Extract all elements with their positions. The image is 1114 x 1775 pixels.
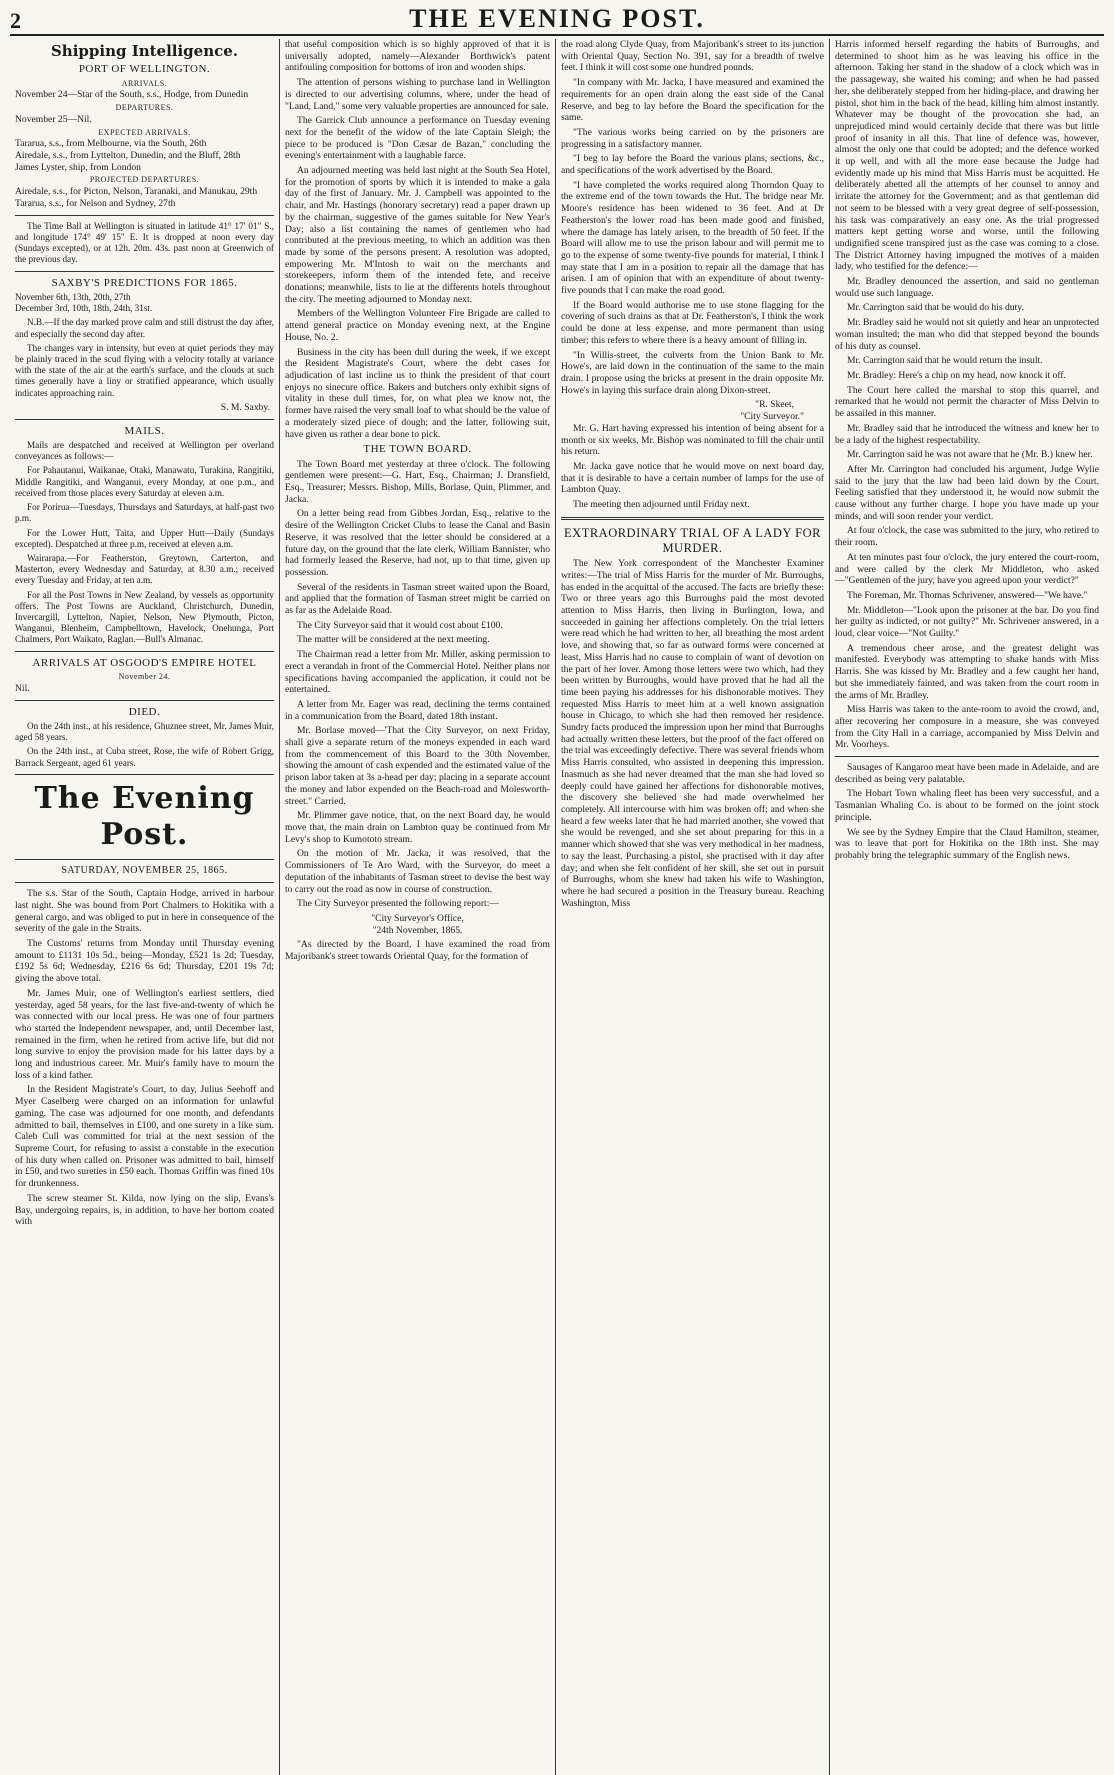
news-paragraph: "I beg to lay before the Board the various plans, sections, &c., and specifications of the work advertised by the Board. (561, 153, 824, 177)
news-paragraph: Members of the Wellington Volunteer Fire Brigade are called to attend general practice on Monday evening next, at the Engine House, No. 2. (285, 308, 550, 343)
divider (835, 756, 1099, 757)
news-paragraph: Mr. Middleton—"Look upon the prisoner at the bar. Do you find her guilty as indicted, or not guilty?" Mr. Schrivener answered, in a loud, clear voice—"Not Guilty." (835, 604, 1099, 640)
report-heading: "City Surveyor's Office, (371, 912, 464, 924)
news-paragraph: Business in the city has been dull during the week, if we except the Resident Magistrate's Court, where the debt cases for adjudication of last incline us to think the president of that court enjoys no sinecure office. Bakers and butchers only exhibit signs of vitality in these dull times, for, on what plea we know not, the former have raised the very small loaf to what should be the value of a moderately sized piece of dough; and the latter, following suit, have given us rather a dear bone to pick. (285, 346, 550, 440)
news-paragraph: Mr. Jacka gave notice that he would move on next board day, that it is desirable to have a certain number of lamps for the use of Lambton Quay. (561, 460, 824, 496)
expected-label: EXPECTED ARRIVALS. (98, 127, 191, 137)
town-board-heading: THE TOWN BOARD. (363, 443, 472, 456)
news-paragraph: Mr. G. Hart having expressed his intention of being absent for a month or six weeks, Mr. Bishop was nominated to fill the chair until his return. (561, 422, 824, 458)
projected-entry: Tararua, s.s., for Nelson and Sydney, 27th (15, 197, 176, 209)
news-paragraph: Mr. Carrington said he was not aware that he (Mr. B.) knew her. (847, 449, 1093, 461)
news-paragraph: "I have completed the works required along Thorndon Quay to the extreme end of the town towards the Hut. The bridge near Mr. Moore's residence has been widened to 36 feet. And at Dr Featherston's the lower road has been made good and finished, where the damage has lately arisen, to the breadth of 50 feet. If the Board will allow me to use the prison labour and will permit me to go to the expense of some twenty-five pounds for material, I think I may state that I am in a position to repair all the damage that has arisen. I am of opinion that with an expenditure of about twenty-five pounds that I can make the road good. (561, 179, 824, 297)
news-paragraph: Mr. James Muir, one of Wellington's earliest settlers, died yesterday, aged 58 years, for the last five-and-twenty of which he was connected with our local press. He was one of four partners who started the Independent newspaper, and, until December last, remained in the firm, when he retired from active life, but did not long survive to enjoy the provision made for his latter days by a long and industrious career. Mr. Muir's family have to mourn the loss of a kind father. (15, 987, 274, 1081)
column-2 (280, 39, 556, 1775)
port-heading: PORT OF WELLINGTON. (78, 63, 211, 76)
news-paragraph: Sausages of Kangaroo meat have been made in Adelaide, and are described as being very palatable. (835, 762, 1099, 785)
death-notice: On the 24th inst., at his residence, Ghuznee street, Mr. James Muir, aged 58 years. (15, 720, 274, 743)
mails-item: For the Lower Hutt, Taita, and Upper Hutt—Daily (Sundays excepted). Despatched at three p.m, received at eleven a.m. (15, 527, 274, 549)
column-4 (830, 39, 1104, 1775)
news-paragraph: Several of the residents in Tasman street waited upon the Board, and applied that the formation of Tasman street might be carried on as far as the Adelaide Road. (285, 581, 550, 617)
news-paragraph: The Hobart Town whaling fleet has been very successful, and a Tasmanian Whaling Co. is about to be formed on the joint stock principle. (835, 788, 1099, 823)
news-paragraph: In the Resident Magistrate's Court, to day, Julius Seehoff and Myer Caselberg were charged on an information for unlawful gaming. The case was adjourned for one month, and defendants admitted to bail, themselves in £100, and one surety in a like sum. Caleb Cull was committed for trial at the next session of the Supreme Court, for refusing to assist a constable in the execution of his duty when called on. Prisoner was admitted to bail, himself in £50, and two sureties in £50 each. Thomas Griffin was fined 10s for drunkenness. (15, 1084, 274, 1190)
departures-label: DEPARTURES. (115, 103, 174, 113)
news-paragraph: The Town Board met yesterday at three o'clock. The following gentlemen were present:—G. Hart, Esq., Chairman; J. Dransfield, Esq., Treasurer; Messrs. Bishop, Mills, Borlase, Quin, Plimmer, and Jacka. (285, 458, 550, 505)
news-paragraph: The Chairman read a letter from Mr. Miller, asking permission to erect a verandah in front of the Commercial Hotel. Neither plans nor specifications having accompanied the application, it could not be entertained. (285, 649, 550, 696)
news-paragraph: At four o'clock, the case was submitted to the jury, who retired to their room. (835, 525, 1099, 549)
news-paragraph: The meeting then adjourned until Friday next. (573, 499, 750, 511)
surveyor-signature: "R. Skeet, (755, 399, 794, 411)
mails-item: For all the Post Towns in New Zealand, by vessels as opportunity offers. The Post Towns are Auckland, Christchurch, Dunedin, Invercargill, Lyttelton, Napier, Nelson, New Plymouth, Picton, Wanganui, Blenheim, Campbelltown, Havelock, Onehunga, Port Chalmers, Port Waikato, Raglan.—Bull's Almanac. (15, 589, 274, 645)
news-paragraph: The screw steamer St. Kilda, now lying on the slip, Evans's Bay, undergoing repairs, is, in addition, to have her bottom coated with (15, 1192, 274, 1228)
news-paragraph: On a letter being read from Gibbes Jordan, Esq., relative to the desire of the Wellington Cricket Clubs to lease the Canal and Basin Reserve, it was resolved that the letter should be considered at a future day, on the ground that the late clerk, William Bannister, who had formerly leased the Reserve, had not, up to that time, given up possession. (285, 508, 550, 578)
divider (561, 517, 824, 520)
news-paragraph: The City Surveyor said that it would cost about £100. (297, 619, 503, 631)
divider (15, 859, 274, 860)
news-paragraph: "As directed by the Board, I have examined the road from Majoribank's street towards Oriental Quay, for the formation of (285, 939, 550, 963)
news-paragraph: A letter from Mr. Eager was read, declining the terms contained in a communication from the Board, dated 18th instant. (285, 698, 550, 722)
news-paragraph: that useful composition which is so highly approved of that it is universally adopted, namely—Alexander Borthwick's patent antifouling composition for bottoms of iron and wooden ships. (285, 39, 550, 74)
news-paragraph: The s.s. Star of the South, Captain Hodge, arrived in harbour last night. She was bound from Port Chalmers to Hokitika with a general cargo, and was obliged to put in here in consequence of the severity of the gale in the Straits. (15, 888, 274, 935)
news-paragraph: Mr. Plimmer gave notice, that, on the next Board day, he would move that, the main drain on Lambton quay be continued from Mr Levy's shop to Kumototo stream. (285, 810, 550, 845)
news-paragraph: The attention of persons wishing to purchase land in Wellington is directed to our advertising columns, where, under the head of "Land, Land," some very valuable properties are announced for sale. (285, 77, 550, 112)
mails-item: For Porirua—Tuesdays, Thursdays and Saturdays, at half-past two p.m. (15, 502, 274, 524)
news-paragraph: Mr. Bradley: Here's a chip on my head, now knock it off. (847, 369, 1066, 381)
departure-entry: November 25—Nil. (15, 113, 92, 125)
expected-entry: Tararua, s.s., from Melbourne, via the South, 26th (15, 138, 207, 150)
news-paragraph: The New York correspondent of the Manchester Examiner writes:—The trial of Miss Harris for the murder of Mr. Burroughs, has ended in the acquittal of the accused. The facts are briefly these: Two or three years ago this Burroughs paid the most devoted attention to Miss Harris, then living in Burlington, Iowa, and succeeded in gaining her affections completely. On the trial letters were read which he had written to her, all breathing the most ardent love, and showing that, so far as outward forms were concerned at least, Miss Harris had no cause to complain of want of devotion on the part of her lover. Among those letters were two which, had they been written by Burroughs, would have proved that he had all the time been paying his addresses for his dishonorable motives. They requested Miss Harris to meet him at a well known assignation house in Chicago, to which she had then removed her residence. Sundry facts produced the impression upon her mind that Burroughs had actually written these letters, but the proof of the fact offered on the trial was exceedingly defective. There was several friends whom Miss Harris consulted, who assisted in deepening this impression. Inasmuch as she had never dreamed that the man she had loved so deeply could have gained her affections for dishonorable motives, the discovery she believed she had made overwhelmed her completely. All intercourse with him was broken off; and when she heard a few weeks later that he had married another, she vowed that she would be revenged, and she set about preparing for this in a manner which showed that she was very methodical in her madness, to say the least. Purchasing a pistol, she practised with it day after day; and when she felt confident of her skill, she set out in pursuit of Burroughs, whom she knew had taken his wife to Washington, where he had secured a position in the Treasury bureau. Reaching Washington, Miss (561, 558, 824, 909)
news-paragraph: The City Surveyor presented the following report:— (297, 898, 499, 910)
report-date: "24th November, 1865. (372, 924, 463, 936)
osgood-body: Nil. (15, 682, 30, 694)
died-heading: DIED. (128, 705, 161, 718)
news-paragraph: The matter will be considered at the next meeting. (297, 634, 490, 646)
arrivals-label: ARRIVALS. (121, 78, 168, 88)
mails-item: Wairarapa.—For Featherston, Greytown, Carterton, and Masterton, every Wednesday and Saturday, at 8.30 a.m.; received every Tuesday and Friday, at ten a.m. (15, 552, 274, 586)
news-paragraph: the road along Clyde Quay, from Majoribank's street to its junction with Oriental Quay, Section No. 391, say for a breadth of twelve feet. I think it will cost some one hundred pounds. (561, 39, 824, 74)
divider (15, 774, 274, 775)
death-notice: On the 24th inst., at Cuba street, Rose, the wife of Robert Grigg, Barrack Sergeant, aged 61 years. (15, 746, 274, 768)
column-1 (10, 39, 280, 1775)
news-paragraph: Mr. Carrington said that he would do his duty. (847, 302, 1024, 314)
news-paragraph: The Court here called the marshal to stop this quarrel, and remarked that he would not permit the character of Miss Delvin to be assailed in this manner. (835, 384, 1099, 420)
paper-title: The Evening Post. (34, 780, 255, 853)
news-paragraph: "The various works being carried on by the prisoners are progressing in a satisfactory manner. (561, 126, 824, 150)
shipping-heading: Shipping Intelligence. (50, 42, 239, 60)
news-paragraph: We see by the Sydney Empire that the Claud Hamilton, steamer, was to leave that port for Hokitika on the 18th inst. She may probably bring the telegraphic summary of the English news. (835, 826, 1099, 861)
divider (15, 419, 274, 420)
mails-intro: Mails are despatched and received at Wellington per overland conveyances as follows:— (15, 439, 274, 462)
news-paragraph: Mr. Bradley said he would not sit quietly and hear an unprotected woman insulted; the man who did that stepped beyond the bounds of his duty as counsel. (835, 317, 1099, 352)
news-paragraph: Harris informed herself regarding the habits of Burroughs, and determined to shoot him as he was leaving his office in the afternoon. Taking her stand in the shadow of a clock which was in the passageway, she waited his coming; and when he had passed her, she deliberately stepped from her hiding-place, and drawing her pistol, shot him in the back of the head, killing him almost instantly. Whatever may be thought of the provocation she had, an unprejudiced mind would certainly decide that there was but little proof of insanity in all this. That line of defence was, however, almost the only one that could be adopted; and the defence worked it up well, and with all the more ease because the Judge had evidently made up his mind that Miss Harris must be acquitted. He deliberately abetted all the attempts of her counsel to annoy and irritate the attorney for the Government; and as that gentleman did not seem to be blessed with a very great degree of self-possession, his task was comparatively an easy one. As the trial progressed matters kept getting worse and worse, until the following undignified scene transpired just as the case was coming to a close. The District Attorney having impugned the motives of a maiden lady, who testified for the defence:— (835, 39, 1099, 273)
osgood-date: November 24. (118, 672, 171, 682)
masthead (10, 4, 1104, 36)
news-paragraph: Miss Harris was taken to the ante-room to avoid the crowd, and, after recovering her composure in a measure, she was conveyed from the City Hall in a carriage, accompanied by Miss Delvin and Mr. Voorheys. (835, 704, 1099, 751)
column-3 (556, 39, 830, 1775)
expected-entry: Airedale, s.s., from Lyttelton, Dunedin, and the Bluff, 28th (15, 150, 241, 162)
divider (15, 700, 274, 701)
osgood-heading: ARRIVALS AT OSGOOD'S EMPIRE HOTEL (32, 656, 257, 669)
divider (15, 651, 274, 652)
saxby-nb: N.B.—If the day marked prove calm and still distrust the day after, and especially the second day after. (15, 317, 274, 339)
projected-label: PROJECTED DEPARTURES. (89, 175, 200, 185)
saxby-dates: November 6th, 13th, 20th, 27th December 3rd, 10th, 18th, 24th, 31st. (15, 291, 153, 314)
trial-heading: EXTRAORDINARY TRIAL OF A LADY FOR MURDER. (564, 525, 821, 555)
saxby-body: The changes vary in intensity, but even at quiet periods they may be plainly traced in the scud flying with a velocity totally at variance with the state of the air at the earth's surface, and the clouds at such times generally have a liny or stratified appearance, which usually indicates approaching rain. (15, 342, 274, 398)
page-number: 2 (10, 8, 21, 33)
dateline: SATURDAY, NOVEMBER 25, 1865. (61, 865, 228, 877)
news-paragraph: At ten minutes past four o'clock, the jury entered the court-room, and were called by the clerk Mr Middleton, who asked—"Gentlemen of the jury, have you agreed upon your verdict?" (835, 551, 1099, 587)
divider (15, 882, 274, 883)
news-paragraph: A tremendous cheer arose, and the greatest delight was manifested. Everybody was attempting to shake hands with Miss Harris. She was kissed by Mr. Bradley and a few caught her hand, but she immediately fainted, and was taken from the court room in the arms of Mr. Bradley. (835, 642, 1099, 701)
news-paragraph: After Mr. Carrington had concluded his argument, Judge Wylie said to the jury that the law had been laid down by the Court. Feeling satisfied that they understood it, he would now submit the cause without any further charge. I hope you have made up your minds, and will soon render your verdict. (835, 463, 1099, 522)
expected-entry: James Lyster, ship, from London (15, 161, 141, 173)
divider (15, 215, 274, 216)
news-paragraph: The Customs' returns from Monday until Thursday evening amount to £1131 10s 5d., being—Monday, £521 1s 2d; Tuesday, £192 5s 6d; Wednesday, £216 6s 6d; Thursday, £201 19s 7d; giving the above total. (15, 938, 274, 985)
news-paragraph: "In Willis-street, the culverts from the Union Bank to Mr. Howe's, are laid down in the continuation of the same to the main drain. I propose using the bricks at present in the drain opposite Mr. Howe's in laying this surface drain along Dixon-street. (561, 349, 824, 396)
projected-entry: Airedale, s.s., for Picton, Nelson, Taranaki, and Manukau, 29th (15, 186, 258, 198)
mails-heading: MAILS. (124, 424, 165, 437)
news-paragraph: On the motion of Mr. Jacka, it was resolved, that the Commissioners of Te Aro Ward, with the Surveyor, do meet a deputation of the inhabitants of Tasman street to devise the best way to carry out the road as now in course of construction. (285, 848, 550, 895)
divider (15, 271, 274, 272)
arrival-entry: November 24—Star of the South, s.s., Hodge, from Dunedin (15, 89, 249, 101)
news-paragraph: The Foreman, Mr. Thomas Schrivener, answered—"We have." (847, 589, 1088, 601)
surveyor-title: "City Surveyor." (740, 411, 804, 423)
news-paragraph: An adjourned meeting was held last night at the South Sea Hotel, for the promotion of sports by which it is intended to make a gala day of the first of January. Mr. J. Campbell was appointed to the chair, and Mr. Hastings (honorary secretary) read a paper drawn up by the chairman, suggestive of the games suitable for New Year's Day; also a list containing the names of gentlemen who had contributed at the previous meeting, to which an addition was then made by some of the persons present. A resolution was adopted, empowering Mr. M'Intosh to wait on the merchants and storekeepers, inform them of the intended fete, and receive donations; meanwhile, lists to lie at the differents hotels throughout the city. The meeting adjourned to Monday next. (285, 165, 550, 305)
news-paragraph: Mr. Borlase moved—'That the City Surveyor, on next Friday, shall give a separate return of the moneys expended in each ward from the commencement of this Board to the 30th November, showing the amount of cash expended and the estimated value of the prison labor taken at 3s a-head per day; placing in a separate account the money and labor expended on the Beach-road and Molesworth-street." Carried. (285, 725, 550, 807)
paper-name: THE EVENING POST. (409, 4, 705, 33)
mails-item: For Pahautanui, Waikanae, Otaki, Manawatu, Turakina, Rangitiki, Middle Rangitiki, and Wanganui, every Monday, at one p.m., and received from those places every Saturday at eleven a.m. (15, 465, 274, 498)
timeball-notice: The Time Ball at Wellington is situated in latitude 41° 17' 01" S., and longitude 174° 49' 15" E. It is dropped at noon every day (Sundays excepted), or at 12h. 20m. 43s. past noon at Greenwich of the previous day. (15, 220, 274, 265)
news-paragraph: If the Board would authorise me to use stone flagging for the covering of such drains as that at Dr. Featherston's, I think the work could be done at less expense, and more permanent than using timber; this refers to where there is a heavy amount of filling in. (561, 299, 824, 346)
columns (10, 39, 1104, 1775)
news-paragraph: Mr. Bradley said that he introduced the witness and knew her to be a lady of the highest respectability. (835, 422, 1099, 446)
news-paragraph: "In company with Mr. Jacka, I have measured and examined the requirements for an open drain along the east side of the Canal Reserve, and beg to lay before the Board the specification for the same. (561, 77, 824, 124)
saxby-signature: S. M. Saxby. (220, 401, 270, 413)
news-paragraph: The Garrick Club announce a performance on Tuesday evening next for the benefit of the widow of the late Captain Sleigh; the piece to be produced is "Don Cæsar de Bazan," concluding the evening's entertainment with a laughable farce. (285, 115, 550, 162)
saxby-heading: SAXBY'S PREDICTIONS FOR 1865. (51, 276, 238, 289)
news-paragraph: Mr. Bradley denounced the assertion, and said no gentleman would use such language. (835, 276, 1099, 299)
news-paragraph: Mr. Carrington said that he would return the insult. (847, 355, 1043, 367)
